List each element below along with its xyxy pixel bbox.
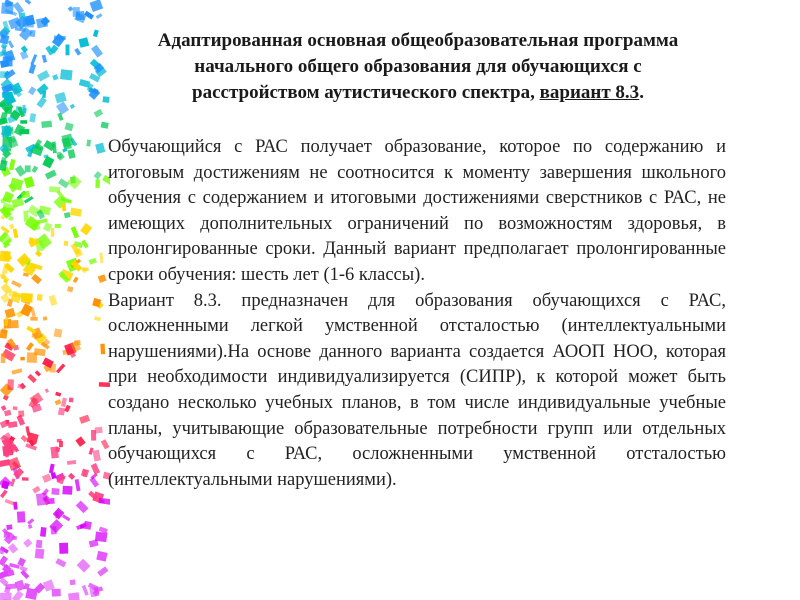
confetti-piece <box>25 165 31 172</box>
confetti-piece <box>21 45 28 52</box>
confetti-piece <box>30 30 36 37</box>
title-line-3 <box>108 80 728 106</box>
confetti-piece <box>11 320 19 328</box>
confetti-piece <box>99 252 103 263</box>
confetti-piece <box>59 543 68 554</box>
confetti-piece <box>51 472 57 479</box>
confetti-piece <box>22 477 29 480</box>
confetti-piece <box>58 178 69 188</box>
confetti-piece <box>62 486 72 495</box>
confetti-piece <box>13 228 19 238</box>
confetti-piece <box>17 511 26 523</box>
confetti-piece <box>5 308 16 318</box>
confetti-piece <box>89 258 97 265</box>
confetti-piece <box>11 368 22 374</box>
confetti-piece <box>64 212 71 218</box>
confetti-piece <box>4 410 11 417</box>
confetti-piece <box>20 357 24 360</box>
confetti-piece <box>30 308 36 317</box>
confetti-piece <box>29 64 37 74</box>
confetti-piece <box>0 198 7 204</box>
confetti-piece <box>25 426 30 436</box>
confetti-piece <box>96 551 107 562</box>
confetti-piece <box>30 54 37 65</box>
confetti-piece <box>100 344 105 355</box>
confetti-piece <box>68 473 75 480</box>
confetti-piece <box>78 37 89 47</box>
confetti-piece <box>0 593 11 600</box>
confetti-piece <box>94 316 101 321</box>
confetti-piece <box>20 120 27 124</box>
confetti-piece <box>86 139 91 146</box>
confetti-piece <box>64 241 69 246</box>
confetti-piece <box>21 191 30 199</box>
confetti-piece <box>7 379 13 390</box>
confetti-piece <box>95 179 99 188</box>
confetti-piece <box>56 101 69 114</box>
confetti-piece <box>45 170 57 180</box>
confetti-piece <box>83 470 87 477</box>
confetti-piece <box>42 55 47 63</box>
confetti-piece <box>53 508 65 520</box>
title-line-3-prefix: расстройством аутистического спектра, <box>192 82 540 103</box>
confetti-piece <box>95 427 103 434</box>
confetti-piece <box>11 280 21 288</box>
confetti-piece <box>9 224 14 230</box>
confetti-piece <box>41 121 52 128</box>
confetti-piece <box>27 374 36 383</box>
confetti-piece <box>56 363 65 373</box>
confetti-piece <box>76 501 89 514</box>
confetti-piece <box>9 159 15 170</box>
confetti-piece <box>31 274 42 284</box>
confetti-piece <box>55 558 66 567</box>
confetti-piece <box>23 538 32 547</box>
paragraph-1: Обучающийся с РАС получает образование, которое по содержанию и итоговым достижениям не соотносится к моменту завершения школьного обучения с содержанием и итоговыми достижениями сверстников с РАС, не имеющих дополнительных ограничений по возможностям здоровья, в пролонгированные сроки. Данный вариант предполагает пролонгированные сроки обучения: шесть лет (1-6 классы). <box>108 137 726 285</box>
confetti-piece <box>8 543 18 554</box>
confetti-piece <box>61 398 67 408</box>
confetti-piece <box>0 459 10 467</box>
confetti-piece <box>98 274 107 283</box>
confetti-piece <box>92 450 100 462</box>
paragraph-2: Вариант 8.3. предназначен для образования обучающихся с РАС, осложненными легкой умственной отсталостью (интеллектуальными нарушениями).На основе данного варианта создается АООП НОО, которая при необходимости индивидуализируется (СИПР), к которой может быть создано несколько учебных планов, в том числе индивидуальные учебные планы, учитывающие образовательные потребности групп или отдельных обучающихся с РАС, осложненными умственной отсталостью (интеллектуальными нарушениями). <box>108 290 726 490</box>
title-line-3-suffix: . <box>639 82 644 103</box>
confetti-piece <box>55 399 62 405</box>
confetti-piece <box>82 585 89 596</box>
confetti-decoration <box>0 0 110 600</box>
slide-title <box>108 28 728 106</box>
confetti-piece <box>45 388 49 393</box>
confetti-piece <box>62 204 66 212</box>
confetti-piece <box>71 226 79 238</box>
confetti-piece <box>74 48 81 56</box>
confetti-piece <box>58 407 65 415</box>
confetti-piece <box>4 532 11 539</box>
slide-body <box>108 135 726 493</box>
confetti-piece <box>4 107 12 114</box>
confetti-piece <box>97 566 108 576</box>
confetti-piece <box>12 536 17 540</box>
confetti-piece <box>77 559 91 573</box>
confetti-piece <box>35 548 45 558</box>
confetti-piece <box>35 370 41 376</box>
confetti-piece <box>36 540 43 549</box>
confetti-piece <box>55 392 61 397</box>
confetti-piece <box>55 92 67 103</box>
confetti-piece <box>1 405 7 411</box>
confetti-piece <box>66 45 70 56</box>
confetti-piece <box>91 463 100 475</box>
confetti-piece <box>5 499 16 506</box>
confetti-piece <box>8 421 18 428</box>
confetti-piece <box>0 251 11 262</box>
confetti-piece <box>37 83 49 95</box>
confetti-piece <box>55 224 61 228</box>
confetti-piece <box>30 317 38 321</box>
confetti-piece <box>15 580 26 592</box>
confetti-piece <box>96 13 103 19</box>
confetti-piece <box>54 328 63 337</box>
confetti-piece <box>37 70 50 81</box>
confetti-piece <box>91 45 103 58</box>
confetti-piece <box>69 398 74 403</box>
title-line-1: Адаптированная основная общеобразовательная программа <box>157 30 679 51</box>
confetti-piece <box>52 589 61 597</box>
confetti-piece <box>0 490 8 498</box>
confetti-piece <box>47 498 54 504</box>
confetti-piece <box>1 125 11 137</box>
confetti-piece <box>75 436 85 447</box>
confetti-piece <box>60 69 73 80</box>
confetti-piece <box>67 460 76 465</box>
confetti-piece <box>31 166 38 173</box>
confetti-piece <box>70 579 76 585</box>
confetti-piece <box>29 113 36 123</box>
confetti-piece <box>18 410 24 416</box>
confetti-piece <box>64 122 73 131</box>
confetti-piece <box>12 590 24 600</box>
confetti-piece <box>8 40 14 48</box>
confetti-piece <box>68 592 80 600</box>
confetti-piece <box>89 539 99 547</box>
confetti-piece <box>36 493 48 506</box>
confetti-piece <box>62 514 70 521</box>
confetti-piece <box>80 223 92 235</box>
confetti-piece <box>90 0 104 12</box>
confetti-piece <box>89 477 99 488</box>
confetti-piece <box>2 263 9 274</box>
confetti-piece <box>68 6 74 12</box>
confetti-piece <box>95 143 105 154</box>
confetti-piece <box>28 524 33 529</box>
confetti-piece <box>94 109 104 118</box>
confetti-piece <box>94 171 102 179</box>
confetti-piece <box>26 326 36 334</box>
confetti-piece <box>36 17 48 28</box>
title-line-2: начального общего образования для обучающихся с <box>194 56 642 77</box>
confetti-piece <box>75 479 81 491</box>
confetti-piece <box>34 348 46 356</box>
confetti-piece <box>76 522 87 530</box>
confetti-piece <box>42 474 52 483</box>
confetti-piece <box>40 527 47 537</box>
confetti-piece <box>79 415 90 424</box>
confetti-piece <box>25 588 38 600</box>
confetti-piece <box>36 97 46 108</box>
confetti-piece <box>24 176 35 188</box>
confetti-piece <box>27 518 34 525</box>
confetti-piece <box>98 498 110 505</box>
confetti-piece <box>0 71 8 78</box>
confetti-piece <box>73 7 80 17</box>
confetti-piece <box>54 35 66 39</box>
confetti-piece <box>32 486 40 494</box>
confetti-piece <box>6 524 12 530</box>
confetti-piece <box>25 0 32 5</box>
title-variant-link: вариант 8.3 <box>539 82 640 103</box>
confetti-piece <box>73 277 79 283</box>
confetti-piece <box>101 122 109 129</box>
confetti-piece <box>51 228 55 237</box>
confetti-piece <box>43 316 48 320</box>
confetti-piece <box>67 286 73 292</box>
confetti-piece <box>37 294 43 301</box>
confetti-piece <box>21 293 33 302</box>
confetti-piece <box>52 74 58 80</box>
confetti-piece <box>28 86 36 95</box>
confetti-piece <box>11 197 24 208</box>
confetti-piece <box>59 441 63 447</box>
confetti-piece <box>14 124 25 136</box>
confetti-piece <box>51 488 59 495</box>
confetti-piece <box>67 175 82 190</box>
confetti-piece <box>15 165 26 177</box>
confetti-piece <box>70 104 75 109</box>
confetti-piece <box>49 295 58 306</box>
confetti-piece <box>1 353 6 363</box>
confetti-piece <box>70 208 82 217</box>
confetti-piece <box>93 30 99 38</box>
confetti-piece <box>26 342 34 351</box>
confetti-piece <box>49 464 55 474</box>
confetti-piece <box>67 149 75 159</box>
confetti-piece <box>13 406 18 410</box>
